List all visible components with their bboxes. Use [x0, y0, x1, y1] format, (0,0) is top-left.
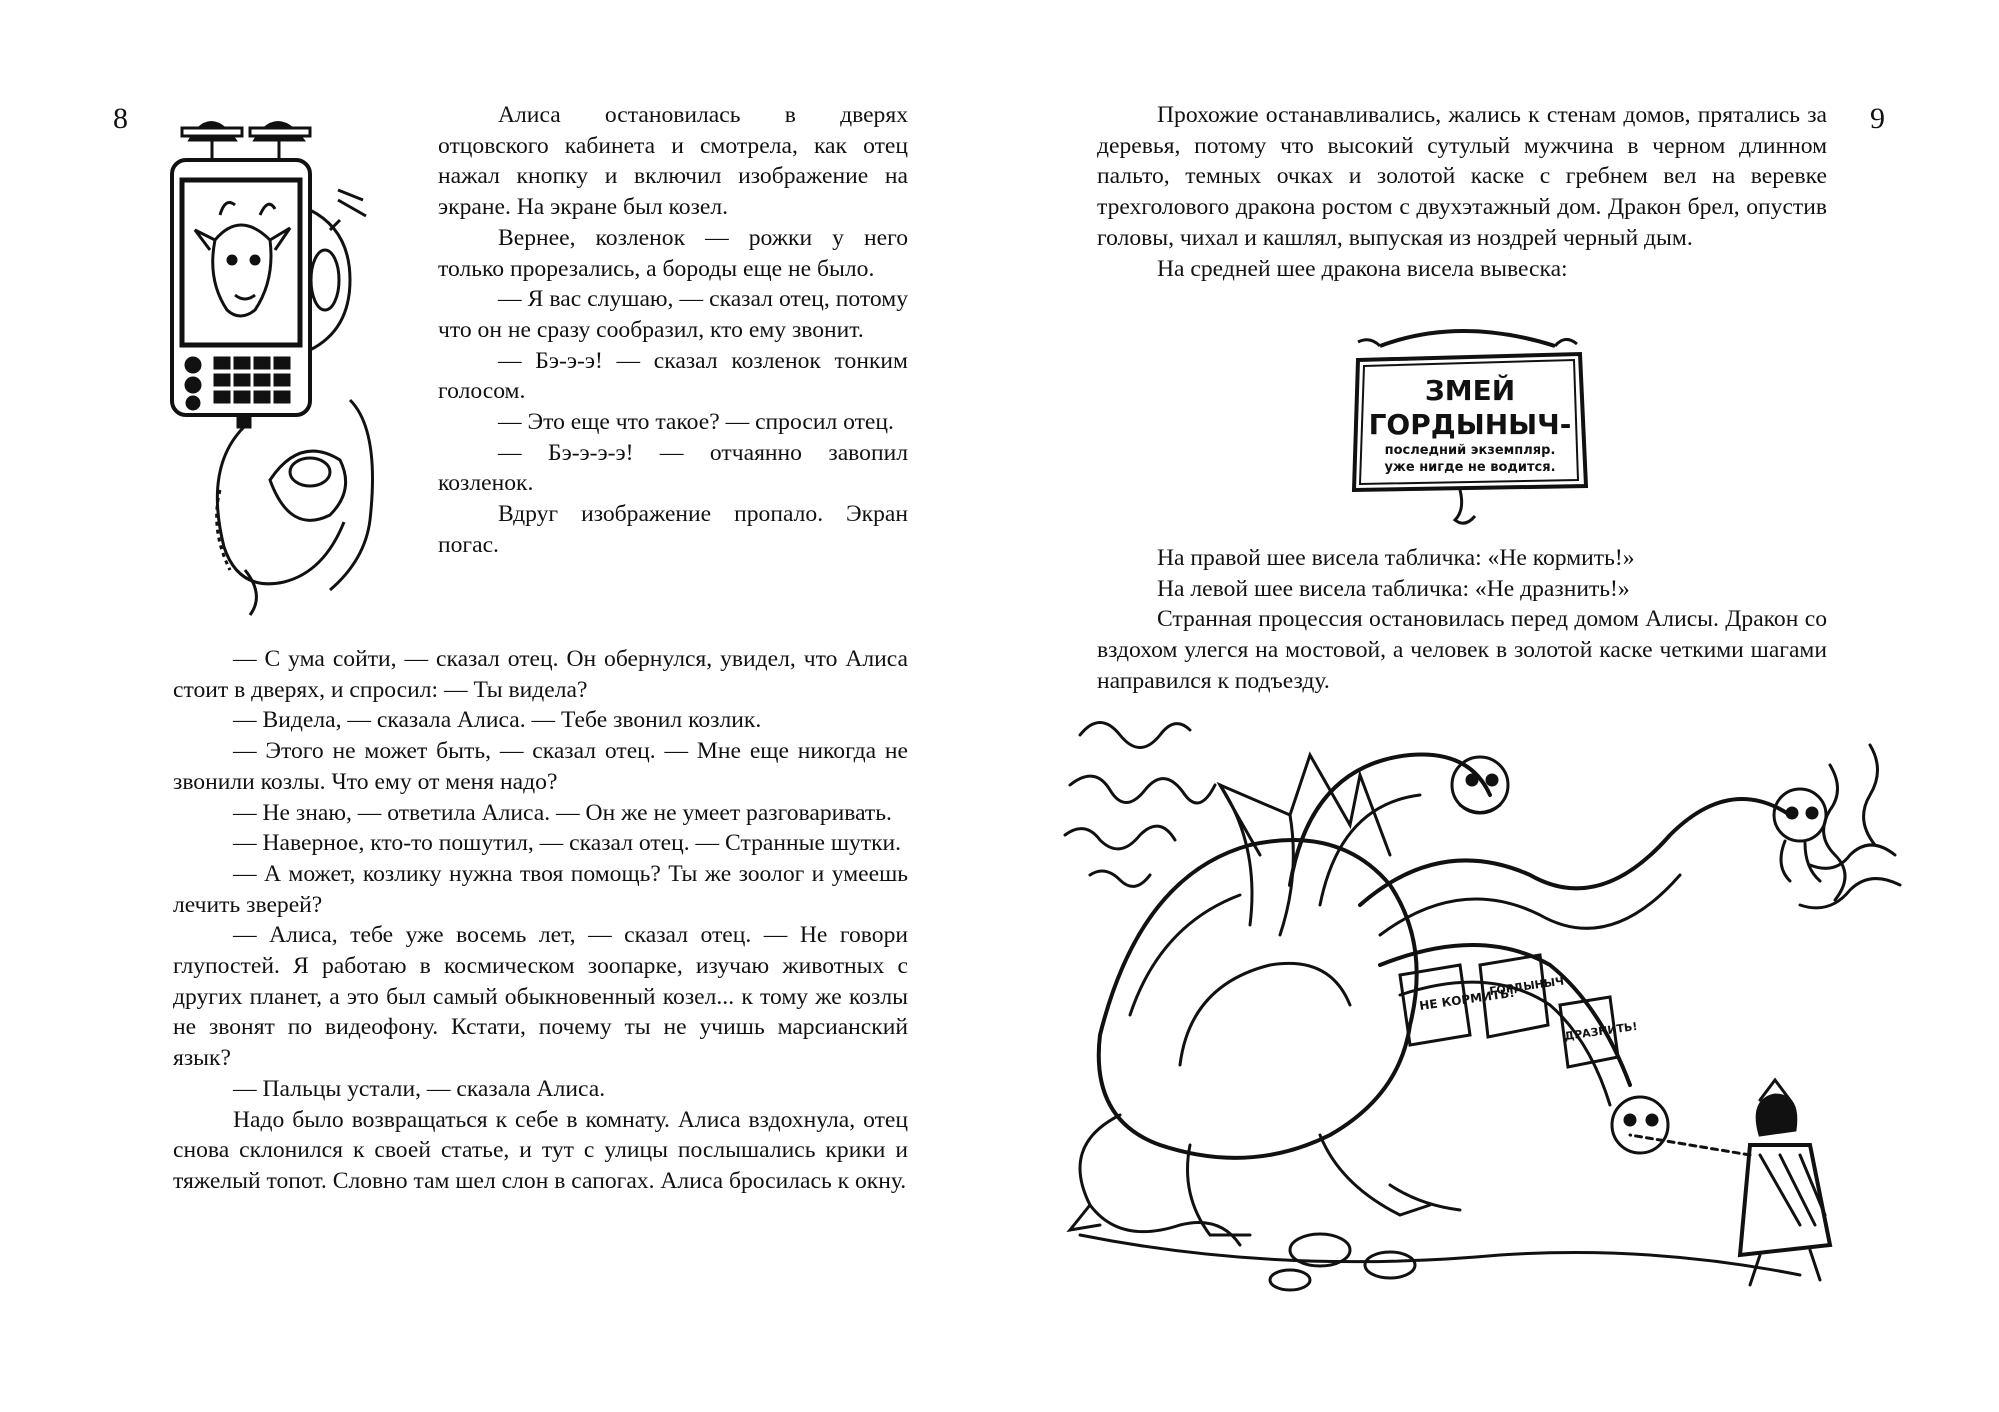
- paragraph: — Бэ-э-э-э! — отчаянно завопил козленок.: [438, 439, 908, 497]
- paragraph: — Это еще что такое? — спросил отец.: [498, 409, 894, 436]
- right-text-mid: [1097, 543, 1827, 697]
- dragon-sign-gordynych: ГОРДЫНЫЧ: [1488, 974, 1565, 998]
- paragraph: — Алиса, тебе уже восемь лет, — сказал отец. — Не говори глупостей. Я работаю в космическом зоопарке, изучаю животных с других планет, а это был самый обыкновенный козел... к тому же козлы не звонят по видеофону. Кстати, почему ты не учишь марсианский язык?: [173, 922, 908, 1072]
- paragraph: Странная процессия остановилась перед домом Алисы. Дракон со вздохом улегся на мостовой, а человек в золотой каске четкими шагами направился к подъезду.: [1097, 606, 1827, 694]
- left-text-full: [173, 644, 908, 1197]
- paragraph: Надо было возвращаться к себе в комнату. Алиса вздохнула, отец снова склонился к своей статье, и тут с улицы послышались крики и тяжелый топот. Словно там шел слон в сапогах. Алиса бросилась к окну.: [173, 1106, 908, 1194]
- paragraph: — Наверное, кто-то пошутил, — сказал отец. — Странные шутки.: [233, 830, 902, 857]
- videophone-goat-illustration: [160, 100, 410, 620]
- page-number-left: 8: [113, 102, 128, 135]
- dragon-illustration: [1060, 705, 1960, 1300]
- left-text-top: [438, 100, 908, 561]
- paragraph: На правой шее висела табличка: «Не кормить!»: [1157, 545, 1635, 571]
- sign-line-1: ЗМЕЙ: [1424, 374, 1516, 407]
- dragon-sign-draznit: ДРАЗНИТЬ!: [1563, 1019, 1639, 1043]
- paragraph: На средней шее дракона висела вывеска:: [1157, 255, 1568, 282]
- right-text-top: [1097, 100, 1827, 284]
- paragraph: — Этого не может быть, — сказал отец. — Мне еще никогда не звонили козлы. Что ему от меня надо?: [173, 738, 908, 795]
- paragraph: — А может, козлику нужна твоя помощь? Ты же зоолог и умеешь лечить зверей?: [173, 860, 908, 918]
- page-number-right: 9: [1870, 102, 1885, 135]
- paragraph: Вернее, козленок — рожки у него только прорезались, а бороды еще не было.: [438, 224, 908, 282]
- paragraph: — Пальцы устали, — сказала Алиса.: [233, 1075, 606, 1102]
- paragraph: На левой шее висела табличка: «Не дразнить!»: [1157, 575, 1630, 602]
- paragraph: — С ума сойти, — сказал отец. Он обернулся, увидел, что Алиса стоит в дверях, и спросил: — Ты видела?: [173, 646, 908, 703]
- paragraph: — Бэ-э-э! — сказал козленок тонким голосом.: [438, 347, 908, 405]
- sign-line-2: ГОРДЫНЫЧ-: [1368, 408, 1572, 441]
- paragraph: — Не знаю, — ответила Алиса. — Он же не умеет разговаривать.: [233, 799, 892, 826]
- dragon-sign-illustration: [1340, 318, 1595, 528]
- paragraph: Вдруг изображение пропало. Экран погас.: [438, 501, 908, 558]
- paragraph: — Видела, — сказала Алиса. — Тебе звонил козлик.: [233, 707, 762, 734]
- paragraph: — Я вас слушаю, — сказал отец, потому что он не сразу сообразил, кто ему звонит.: [438, 286, 908, 343]
- paragraph: Прохожие останавливались, жались к стенам домов, прятались за деревья, потому что высокий сутулый мужчина в черном длинном пальто, темных очках и золотой каске с гребнем вел на веревке трехголового дракона ростом с двухэтажный дом. Дракон брел, опустив головы, чихал и кашлял, выпуская из ноздрей черный дым.: [1097, 102, 1827, 251]
- paragraph: Алиса остановилась в дверях отцовского кабинета и смотрела, как отец нажал кнопку и включил изображение на экране. На экране был козел.: [438, 102, 908, 221]
- sign-line-4: уже нигде не водится.: [1384, 460, 1556, 475]
- dragon-sign-ne-kormit: НЕ КОРМИТЬ!: [1418, 985, 1516, 1013]
- sign-line-3: последний экземпляр.: [1384, 443, 1556, 458]
